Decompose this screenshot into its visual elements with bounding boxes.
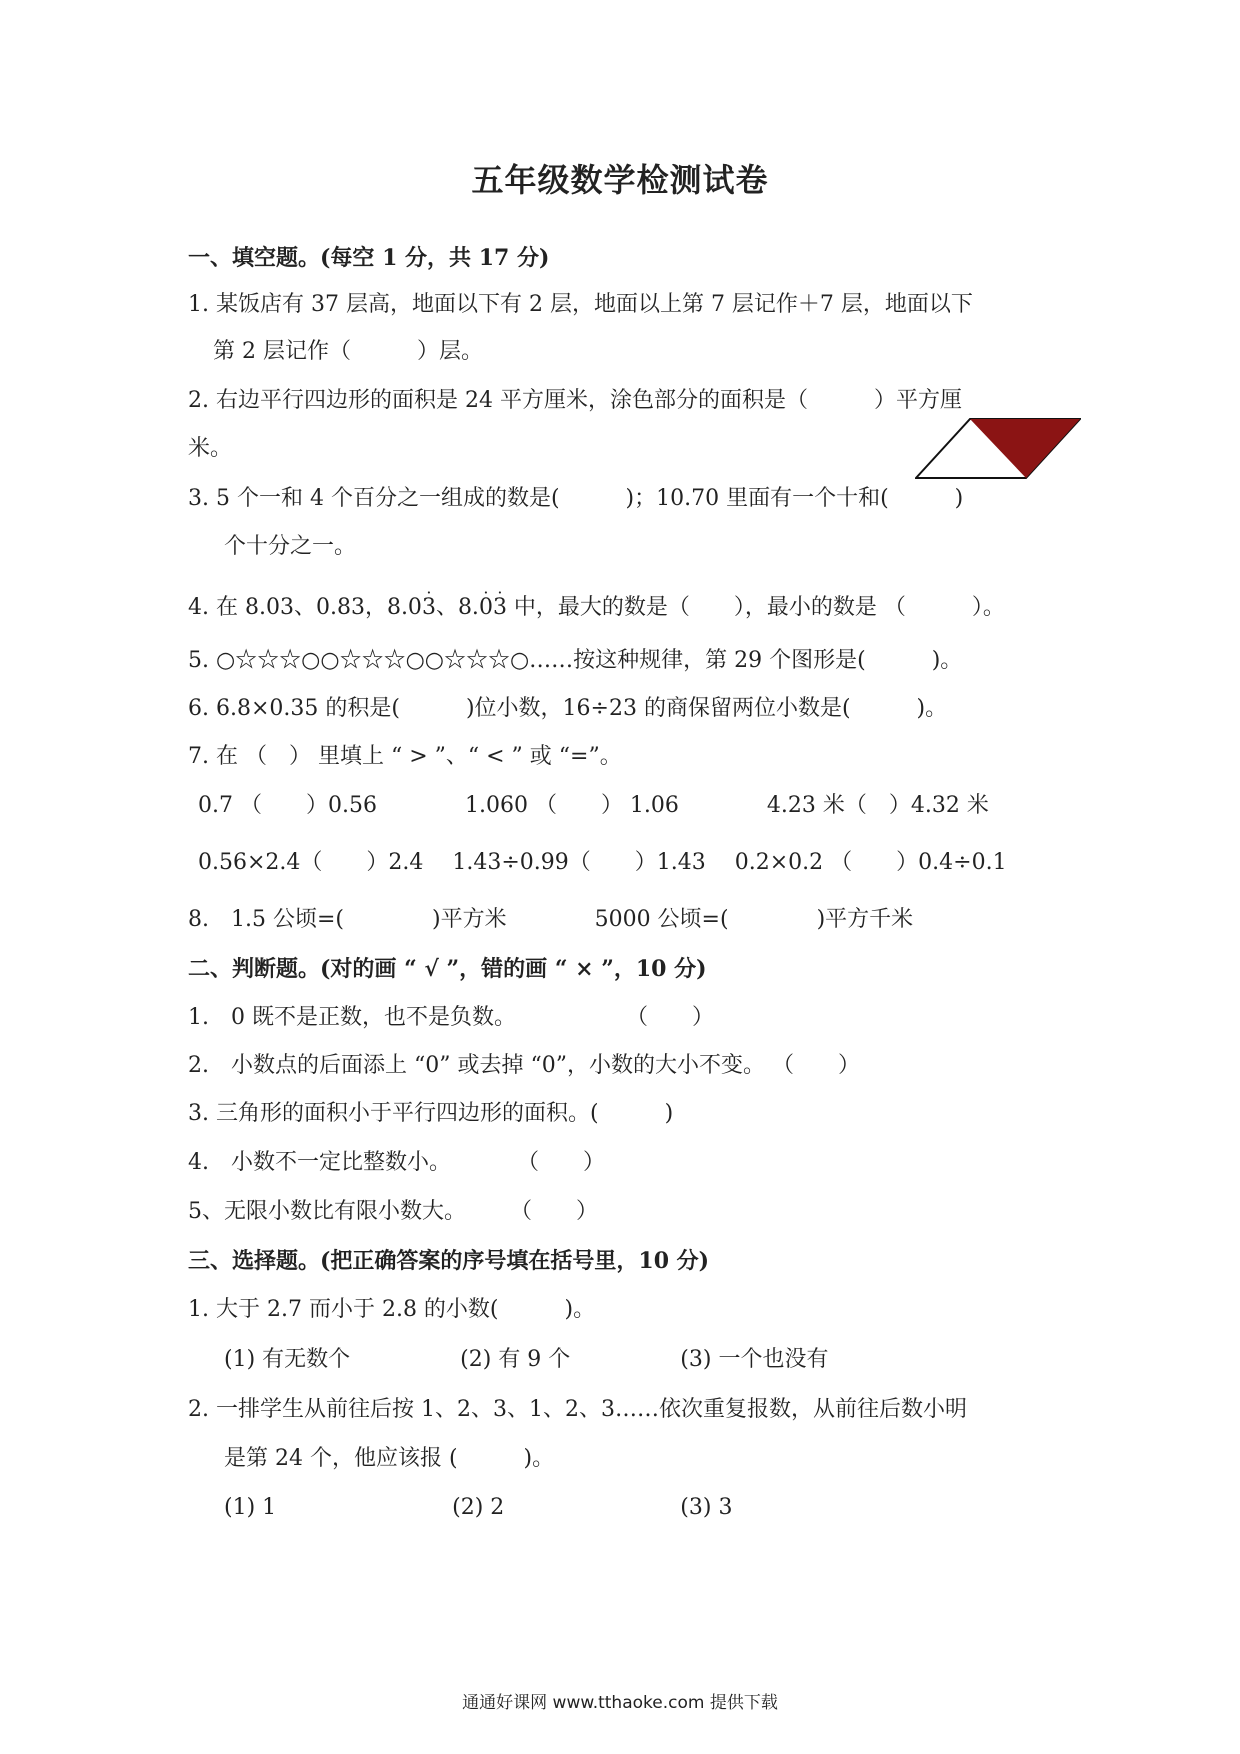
tf-item-2: 2. 小数点的后面添上 “0” 或去掉 “0”，小数的大小不变。 （ ） (188, 1053, 860, 1078)
q1-line1: 1. 某饭店有 37 层高，地面以下有 2 层，地面以上第 7 层记作＋7 层，地面以下 (188, 292, 973, 317)
parallelogram-figure (915, 418, 1081, 480)
q4-repeating-digit: 0 · (479, 595, 493, 620)
q4-text-mid: 、8. (435, 595, 479, 620)
q8-line: 8. 1.5 公顷=( )平方米 5000 公顷=( )平方千米 (188, 907, 914, 932)
q2-line2: 米。 (188, 436, 233, 461)
q1-line2: 第 2 层记作（ ）层。 (213, 339, 483, 364)
q4-text-start: 4. 在 8.03、0.83，8.0 (188, 595, 422, 620)
q6-line: 6. 6.8×0.35 的积是( )位小数，16÷23 的商保留两位小数是( )。 (188, 696, 948, 721)
q4-text-end: 中，最大的数是（ ），最小的数是 （ ）。 (506, 595, 1005, 620)
mc-q2-options: (1) 1 (2) 2 (3) 3 (224, 1495, 733, 1520)
tf-item-1: 1. 0 既不是正数，也不是负数。 （ ） (188, 1005, 714, 1030)
mc-q2-line2: 是第 24 个，他应该报 ( )。 (224, 1446, 555, 1471)
q2-line1: 2. 右边平行四边形的面积是 24 平方厘米，涂色部分的面积是（ ）平方厘 (188, 388, 962, 413)
q5-line: 5. ○☆☆☆○○☆☆☆○○☆☆☆○……按这种规律，第 29 个图形是( )。 (188, 648, 963, 673)
mc-q2-line1: 2. 一排学生从前往后按 1、2、3、1、2、3……依次重复报数，从前往后数小明 (188, 1397, 967, 1422)
q7-row1: 0.7 （ ）0.56 1.060 （ ） 1.06 4.23 米（ ）4.32 米 (198, 793, 989, 818)
section-fill-in: 一、填空题。(每空 1 分，共 17 分) (188, 245, 550, 271)
q4-line (188, 593, 1005, 623)
mc-q1-options: (1) 有无数个 (2) 有 9 个 (3) 一个也没有 (224, 1347, 829, 1372)
tf-item-4: 4. 小数不一定比整数小。 （ ） (188, 1150, 605, 1175)
q4-repeating-digit: 3 · (422, 595, 436, 620)
mc-q1: 1. 大于 2.7 而小于 2.8 的小数( )。 (188, 1297, 596, 1322)
q7-line: 7. 在 （ ） 里填上 “ > ”、“ < ” 或 “=”。 (188, 744, 622, 769)
shaded-triangle (970, 419, 1080, 478)
tf-item-5: 5、无限小数比有限小数大。 （ ） (188, 1199, 598, 1224)
q7-row2: 0.56×2.4（ ）2.4 1.43÷0.99（ ）1.43 0.2×0.2 （ ）0.4÷0.1 (198, 850, 1007, 875)
q3-line1: 3. 5 个一和 4 个百分之一组成的数是( )；10.70 里面有一个十和( ) (188, 486, 964, 511)
q4-repeating-digit: 3 · (493, 595, 507, 620)
section-choice: 三、选择题。(把正确答案的序号填在括号里，10 分) (188, 1248, 710, 1274)
footer-source: 通通好课网 www.tthaoke.com 提供下载 (462, 1693, 778, 1713)
page-title: 五年级数学检测试卷 (471, 161, 769, 199)
section-true-false: 二、判断题。(对的画 “ √ ”，错的画 “ × ”，10 分) (188, 956, 707, 982)
q3-line2: 个十分之一。 (224, 534, 357, 559)
tf-item-3: 3. 三角形的面积小于平行四边形的面积。( ) (188, 1101, 674, 1126)
